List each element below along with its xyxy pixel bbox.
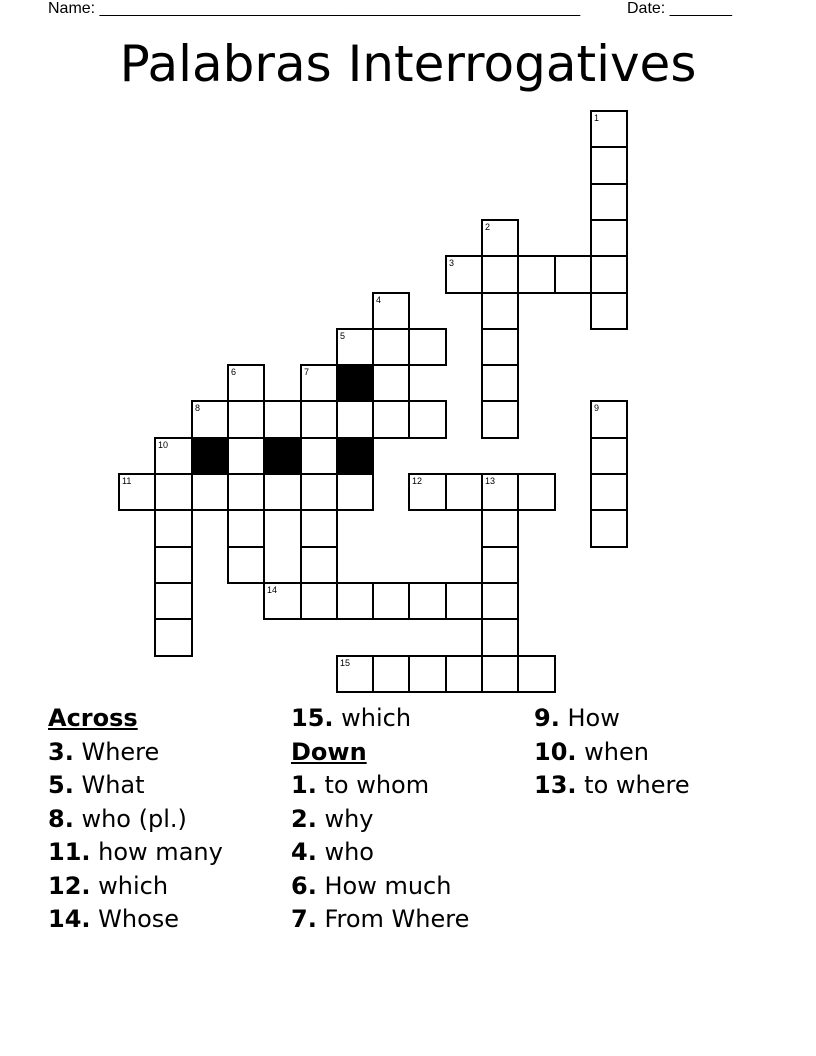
grid-cell[interactable] — [517, 655, 556, 693]
grid-cell[interactable] — [300, 582, 338, 620]
grid-cell[interactable] — [481, 509, 519, 548]
clue-number-label: 2 — [485, 222, 491, 232]
puzzle-title: Palabras Interrogatives — [119, 35, 697, 93]
grid-cell[interactable] — [336, 328, 374, 366]
grid-cell[interactable] — [408, 328, 447, 366]
grid-cell[interactable] — [481, 328, 519, 366]
grid-cell[interactable] — [445, 582, 483, 620]
clue-across-15: 15. which — [291, 704, 412, 732]
clue-down-9: 9. How — [534, 704, 620, 732]
grid-cell[interactable] — [300, 437, 338, 475]
grid-cell[interactable] — [336, 473, 374, 511]
grid-cell[interactable] — [590, 509, 628, 548]
grid-cell[interactable] — [227, 509, 265, 548]
clue-number-label: 5 — [340, 331, 346, 341]
grid-cell[interactable] — [481, 400, 519, 439]
grid-cell[interactable] — [481, 655, 519, 693]
clue-across-11: 11. how many — [48, 838, 223, 866]
grid-cell[interactable] — [300, 509, 338, 548]
name-field-label: Name: ______________________________________________________ — [48, 0, 581, 17]
grid-cell[interactable] — [336, 400, 374, 439]
grid-cell[interactable] — [227, 400, 265, 439]
grid-cell[interactable] — [408, 400, 447, 439]
grid-cell[interactable] — [481, 219, 519, 257]
grid-cell[interactable] — [590, 437, 628, 475]
grid-cell[interactable] — [481, 292, 519, 330]
grid-cell[interactable] — [372, 328, 410, 366]
grid-cell[interactable] — [372, 582, 410, 620]
grid-cell[interactable] — [336, 655, 374, 693]
grid-cell[interactable] — [300, 473, 338, 511]
clue-number-label: 3 — [449, 258, 455, 268]
clue-down-4: 4. who — [291, 838, 374, 866]
grid-cell[interactable] — [445, 255, 483, 294]
grid-block-cell — [336, 437, 374, 475]
grid-cell[interactable] — [590, 400, 628, 439]
clue-number-label: 13 — [485, 476, 496, 486]
grid-cell[interactable] — [517, 255, 556, 294]
clue-number-label: 11 — [122, 476, 132, 486]
grid-cell[interactable] — [408, 655, 447, 693]
grid-cell[interactable] — [118, 473, 156, 511]
grid-cell[interactable] — [590, 473, 628, 511]
grid-block-cell — [263, 437, 302, 475]
clue-column-3 — [534, 702, 774, 803]
grid-cell[interactable] — [372, 655, 410, 693]
grid-cell[interactable] — [554, 255, 592, 294]
clue-down-13: 13. to where — [534, 771, 690, 799]
clue-number-label: 9 — [594, 403, 600, 413]
grid-cell[interactable] — [227, 364, 265, 402]
clue-number-label: 14 — [267, 585, 278, 595]
clue-across-5: 5. What — [48, 771, 145, 799]
clue-across-8: 8. who (pl.) — [48, 804, 187, 833]
clue-number-label: 1 — [594, 113, 600, 123]
date-field-label: Date: _______ — [627, 0, 732, 17]
grid-cell[interactable] — [191, 400, 229, 439]
grid-cell[interactable] — [517, 473, 556, 511]
down-heading: Down — [291, 737, 367, 766]
clue-across-12: 12. which — [48, 871, 169, 900]
clue-down-2: 2. why — [291, 804, 374, 833]
grid-cell[interactable] — [590, 292, 628, 330]
grid-cell[interactable] — [590, 219, 628, 257]
grid-cell[interactable] — [481, 618, 519, 657]
grid-cell[interactable] — [263, 473, 302, 511]
grid-block-cell — [336, 364, 374, 402]
grid-cell[interactable] — [590, 110, 628, 148]
clue-number-label: 4 — [376, 295, 382, 305]
grid-cell[interactable] — [481, 473, 519, 511]
grid-cell[interactable] — [263, 582, 302, 620]
clue-number-label: 15 — [340, 658, 351, 668]
clue-across-14: 14. Whose — [48, 905, 180, 933]
grid-cell[interactable] — [590, 183, 628, 221]
grid-cell[interactable] — [481, 582, 519, 620]
grid-cell[interactable] — [227, 437, 265, 475]
grid-cell[interactable] — [590, 255, 628, 294]
clue-down-7: 7. From Where — [291, 905, 470, 933]
grid-cell[interactable] — [154, 509, 193, 548]
clue-down-10: 10. when — [534, 737, 649, 766]
grid-cell[interactable] — [300, 364, 338, 402]
clue-number-label: 7 — [304, 367, 310, 377]
grid-cell[interactable] — [408, 582, 447, 620]
grid-cell[interactable] — [445, 473, 483, 511]
clue-column-1 — [48, 702, 288, 937]
grid-block-cell — [191, 437, 229, 475]
grid-cell[interactable] — [481, 364, 519, 402]
grid-cell[interactable] — [336, 582, 374, 620]
clue-down-6: 6. How much — [291, 871, 452, 900]
grid-cell[interactable] — [300, 400, 338, 439]
grid-cell[interactable] — [227, 473, 265, 511]
grid-cell[interactable] — [227, 546, 265, 584]
grid-cell[interactable] — [408, 473, 447, 511]
across-heading: Across — [48, 704, 138, 732]
clue-across-3: 3. Where — [48, 737, 160, 766]
grid-cell[interactable] — [300, 546, 338, 584]
grid-cell[interactable] — [372, 364, 410, 402]
clue-number-label: 8 — [195, 403, 201, 413]
clue-number-label: 12 — [412, 476, 423, 486]
grid-cell[interactable] — [154, 473, 193, 511]
grid-cell[interactable] — [154, 618, 193, 657]
grid-cell[interactable] — [445, 655, 483, 693]
clue-number-label: 10 — [158, 440, 169, 450]
clue-down-1: 1. to whom — [291, 771, 430, 799]
grid-cell[interactable] — [263, 400, 302, 439]
grid-cell[interactable] — [154, 582, 193, 620]
grid-cell[interactable] — [372, 292, 410, 330]
grid-cell[interactable] — [154, 437, 193, 475]
grid-cell[interactable] — [372, 400, 410, 439]
grid-cell[interactable] — [154, 546, 193, 584]
clue-number-label: 6 — [231, 367, 237, 377]
grid-cell[interactable] — [191, 473, 229, 511]
grid-cell[interactable] — [590, 146, 628, 185]
grid-cell[interactable] — [481, 255, 519, 294]
clue-column-2 — [291, 702, 531, 937]
grid-cell[interactable] — [481, 546, 519, 584]
